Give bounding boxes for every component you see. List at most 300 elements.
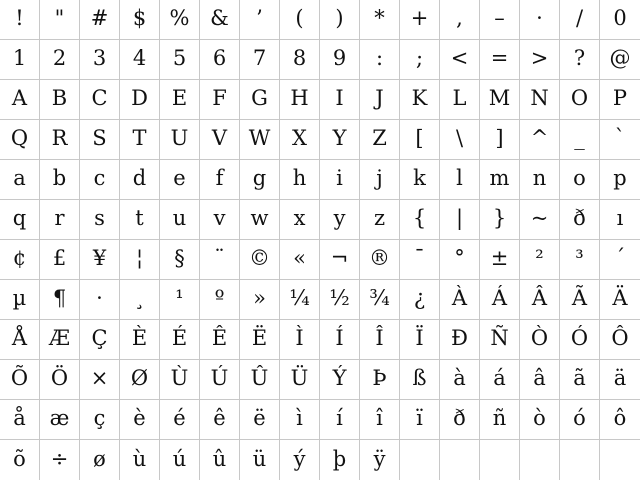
glyph-cell[interactable] xyxy=(160,160,200,200)
glyph-cell[interactable] xyxy=(360,120,400,160)
glyph: ı xyxy=(616,206,624,230)
glyph: R xyxy=(51,126,68,150)
glyph-cell[interactable] xyxy=(40,200,80,240)
glyph: ì xyxy=(296,406,303,430)
glyph: · xyxy=(536,6,543,30)
glyph-cell[interactable] xyxy=(360,240,400,280)
glyph-cell[interactable] xyxy=(0,200,40,240)
glyph-cell[interactable] xyxy=(0,160,40,200)
glyph: d xyxy=(132,166,147,190)
glyph-cell[interactable] xyxy=(440,200,480,240)
glyph-cell[interactable] xyxy=(80,360,120,400)
glyph: Â xyxy=(531,286,548,310)
glyph-cell[interactable] xyxy=(200,160,240,200)
glyph-cell[interactable] xyxy=(280,40,320,80)
glyph-cell[interactable] xyxy=(440,80,480,120)
glyph: × xyxy=(90,366,109,390)
glyph-cell[interactable] xyxy=(40,80,80,120)
glyph-cell[interactable] xyxy=(80,200,120,240)
glyph: M xyxy=(488,86,511,110)
glyph: c xyxy=(93,166,106,190)
glyph-cell[interactable] xyxy=(360,320,400,360)
glyph-cell[interactable] xyxy=(120,440,160,480)
glyph-cell[interactable] xyxy=(480,360,520,400)
glyph: 0 xyxy=(613,6,627,30)
glyph-cell[interactable] xyxy=(40,280,80,320)
glyph-cell[interactable] xyxy=(360,400,400,440)
glyph-cell[interactable] xyxy=(360,360,400,400)
glyph: ã xyxy=(573,366,586,390)
glyph: ¾ xyxy=(369,286,390,310)
glyph-cell[interactable] xyxy=(520,0,560,40)
glyph: § xyxy=(174,246,185,270)
glyph-cell[interactable] xyxy=(480,80,520,120)
glyph-cell[interactable] xyxy=(320,120,360,160)
glyph: Ç xyxy=(91,326,108,350)
glyph: ç xyxy=(93,406,106,430)
glyph: ¿ xyxy=(413,286,426,310)
glyph-cell[interactable] xyxy=(520,120,560,160)
glyph-cell[interactable] xyxy=(120,80,160,120)
glyph: E xyxy=(171,86,188,110)
glyph-cell[interactable] xyxy=(520,80,560,120)
glyph-cell[interactable] xyxy=(80,240,120,280)
glyph-cell[interactable] xyxy=(160,400,200,440)
glyph: â xyxy=(533,366,546,390)
glyph-cell[interactable] xyxy=(320,320,360,360)
glyph: O xyxy=(570,86,589,110)
glyph-cell[interactable] xyxy=(40,0,80,40)
glyph-cell[interactable] xyxy=(120,280,160,320)
glyph-cell[interactable] xyxy=(120,320,160,360)
glyph-cell[interactable] xyxy=(80,40,120,80)
glyph-cell[interactable] xyxy=(600,280,640,320)
glyph: ¥ xyxy=(92,246,107,270)
glyph-cell[interactable] xyxy=(120,120,160,160)
glyph: 7 xyxy=(252,46,267,70)
glyph-cell[interactable] xyxy=(600,320,640,360)
glyph-cell[interactable] xyxy=(600,400,640,440)
glyph-cell[interactable] xyxy=(160,240,200,280)
glyph-cell[interactable] xyxy=(280,200,320,240)
glyph-cell[interactable] xyxy=(600,160,640,200)
glyph: s xyxy=(94,206,105,230)
glyph-cell[interactable] xyxy=(320,80,360,120)
glyph-cell[interactable] xyxy=(320,280,360,320)
glyph-cell[interactable] xyxy=(360,280,400,320)
glyph-cell[interactable] xyxy=(240,240,280,280)
glyph-cell[interactable] xyxy=(160,40,200,80)
glyph-cell[interactable] xyxy=(440,400,480,440)
glyph-cell[interactable] xyxy=(600,200,640,240)
glyph-cell[interactable] xyxy=(160,360,200,400)
glyph-cell[interactable] xyxy=(280,400,320,440)
glyph-cell[interactable] xyxy=(520,320,560,360)
glyph: P xyxy=(612,86,628,110)
glyph-cell[interactable] xyxy=(120,200,160,240)
glyph-cell[interactable] xyxy=(360,200,400,240)
glyph-cell[interactable] xyxy=(400,440,440,480)
glyph-cell[interactable] xyxy=(400,280,440,320)
glyph-cell[interactable] xyxy=(440,160,480,200)
glyph-cell[interactable] xyxy=(560,40,600,80)
glyph-cell[interactable] xyxy=(200,40,240,80)
glyph-cell[interactable] xyxy=(560,320,600,360)
glyph-cell[interactable] xyxy=(440,280,480,320)
glyph: º xyxy=(214,286,225,310)
glyph-cell[interactable] xyxy=(240,200,280,240)
glyph-cell[interactable] xyxy=(200,400,240,440)
glyph: Å xyxy=(11,326,28,350)
glyph: / xyxy=(575,6,584,30)
glyph-cell[interactable] xyxy=(200,240,240,280)
glyph: L xyxy=(452,86,467,110)
glyph: Õ xyxy=(10,366,29,390)
glyph-cell[interactable] xyxy=(0,0,40,40)
glyph: i xyxy=(336,166,343,190)
glyph-cell[interactable] xyxy=(400,200,440,240)
glyph: F xyxy=(212,86,227,110)
glyph: j xyxy=(376,166,383,190)
glyph-cell[interactable] xyxy=(240,40,280,80)
glyph: £ xyxy=(52,246,67,270)
glyph-cell[interactable] xyxy=(120,40,160,80)
glyph: È xyxy=(131,326,148,350)
glyph: A xyxy=(11,86,28,110)
glyph-cell[interactable] xyxy=(360,160,400,200)
glyph-cell[interactable] xyxy=(40,440,80,480)
glyph-cell[interactable] xyxy=(240,160,280,200)
glyph-cell[interactable] xyxy=(480,240,520,280)
glyph: å xyxy=(13,406,26,430)
glyph-cell[interactable] xyxy=(40,160,80,200)
glyph-cell[interactable] xyxy=(400,80,440,120)
glyph: ð xyxy=(453,406,466,430)
glyph: T xyxy=(132,126,147,150)
glyph-cell[interactable] xyxy=(0,280,40,320)
glyph: ] xyxy=(495,126,504,150)
glyph-cell[interactable] xyxy=(200,440,240,480)
glyph-cell[interactable] xyxy=(80,80,120,120)
glyph-cell[interactable] xyxy=(200,360,240,400)
glyph-cell[interactable] xyxy=(560,0,600,40)
glyph: – xyxy=(494,6,505,30)
glyph-cell[interactable] xyxy=(0,400,40,440)
glyph: ) xyxy=(335,6,344,30)
glyph-cell[interactable] xyxy=(200,200,240,240)
glyph: I xyxy=(335,86,344,110)
glyph-cell[interactable] xyxy=(280,440,320,480)
glyph: @ xyxy=(609,46,631,70)
glyph-cell[interactable] xyxy=(0,80,40,120)
glyph: b xyxy=(52,166,67,190)
glyph-cell[interactable] xyxy=(520,360,560,400)
glyph: f xyxy=(215,166,224,190)
glyph-cell[interactable] xyxy=(440,120,480,160)
glyph: ¹ xyxy=(175,286,184,310)
glyph-cell[interactable] xyxy=(280,280,320,320)
glyph-cell[interactable] xyxy=(400,400,440,440)
glyph-cell[interactable] xyxy=(480,440,520,480)
glyph-cell[interactable] xyxy=(400,240,440,280)
glyph-cell[interactable] xyxy=(280,0,320,40)
glyph: U xyxy=(170,126,189,150)
glyph-cell[interactable] xyxy=(160,80,200,120)
glyph-cell[interactable] xyxy=(600,120,640,160)
glyph-cell[interactable] xyxy=(280,240,320,280)
glyph: Ù xyxy=(170,366,189,390)
glyph-cell[interactable] xyxy=(200,80,240,120)
glyph-cell[interactable] xyxy=(480,40,520,80)
glyph-cell[interactable] xyxy=(560,240,600,280)
glyph: ¢ xyxy=(12,246,27,270)
glyph-cell[interactable] xyxy=(480,280,520,320)
glyph: Þ xyxy=(372,366,387,390)
glyph-cell[interactable] xyxy=(520,440,560,480)
glyph: # xyxy=(90,6,109,30)
glyph: ± xyxy=(490,246,509,270)
glyph-cell[interactable] xyxy=(360,80,400,120)
glyph: D xyxy=(131,86,148,110)
glyph-cell[interactable] xyxy=(560,120,600,160)
glyph: 1 xyxy=(12,46,27,70)
glyph: æ xyxy=(49,406,70,430)
glyph: ï xyxy=(416,406,423,430)
glyph: Æ xyxy=(48,326,71,350)
glyph-cell[interactable] xyxy=(40,120,80,160)
glyph-cell[interactable] xyxy=(240,400,280,440)
glyph-cell[interactable] xyxy=(600,80,640,120)
glyph-cell[interactable] xyxy=(120,0,160,40)
glyph: h xyxy=(292,166,307,190)
glyph-cell[interactable] xyxy=(560,80,600,120)
glyph: u xyxy=(172,206,187,230)
glyph-cell[interactable] xyxy=(120,400,160,440)
glyph-cell[interactable] xyxy=(240,440,280,480)
glyph: ² xyxy=(535,246,544,270)
glyph: » xyxy=(253,286,266,310)
glyph: K xyxy=(411,86,428,110)
glyph: x xyxy=(293,206,306,230)
glyph-cell[interactable] xyxy=(0,240,40,280)
glyph-cell[interactable] xyxy=(520,400,560,440)
glyph: · xyxy=(96,286,103,310)
glyph-cell[interactable] xyxy=(440,0,480,40)
glyph-cell[interactable] xyxy=(440,360,480,400)
glyph: y xyxy=(333,206,346,230)
glyph-cell[interactable] xyxy=(160,440,200,480)
glyph-cell[interactable] xyxy=(560,400,600,440)
glyph-cell[interactable] xyxy=(440,320,480,360)
glyph-cell[interactable] xyxy=(240,120,280,160)
glyph: k xyxy=(413,166,426,190)
glyph-cell[interactable] xyxy=(520,240,560,280)
glyph-cell[interactable] xyxy=(80,280,120,320)
glyph: Ò xyxy=(530,326,549,350)
glyph-cell[interactable] xyxy=(200,320,240,360)
glyph-cell[interactable] xyxy=(80,120,120,160)
glyph-cell[interactable] xyxy=(0,40,40,80)
glyph-cell[interactable] xyxy=(40,400,80,440)
glyph-cell[interactable] xyxy=(320,240,360,280)
glyph: Ñ xyxy=(490,326,509,350)
glyph-cell[interactable] xyxy=(520,160,560,200)
glyph: , xyxy=(456,6,463,30)
glyph: W xyxy=(248,126,271,150)
glyph-cell[interactable] xyxy=(80,0,120,40)
glyph: û xyxy=(212,446,227,471)
glyph: Î xyxy=(375,326,384,350)
glyph: _ xyxy=(574,126,585,150)
glyph: ÿ xyxy=(373,446,386,471)
glyph-cell[interactable] xyxy=(240,360,280,400)
glyph-cell[interactable] xyxy=(480,160,520,200)
glyph-cell[interactable] xyxy=(560,360,600,400)
glyph-cell[interactable] xyxy=(320,40,360,80)
glyph-cell[interactable] xyxy=(320,400,360,440)
glyph: Ë xyxy=(251,326,268,350)
glyph: þ xyxy=(332,446,347,471)
glyph: ? xyxy=(573,46,586,70)
glyph: ’ xyxy=(256,6,263,30)
glyph-cell[interactable] xyxy=(320,200,360,240)
glyph-cell[interactable] xyxy=(80,440,120,480)
glyph: " xyxy=(54,6,65,30)
glyph-cell[interactable] xyxy=(440,40,480,80)
glyph-cell[interactable] xyxy=(280,120,320,160)
glyph-cell[interactable] xyxy=(160,320,200,360)
glyph: + xyxy=(410,6,429,30)
glyph: g xyxy=(252,166,267,190)
glyph: : xyxy=(375,46,384,70)
glyph-cell[interactable] xyxy=(280,320,320,360)
glyph: Ô xyxy=(611,326,629,350)
glyph-cell[interactable] xyxy=(80,160,120,200)
glyph-cell[interactable] xyxy=(360,0,400,40)
glyph-cell[interactable] xyxy=(480,200,520,240)
glyph-cell[interactable] xyxy=(520,40,560,80)
glyph-cell[interactable] xyxy=(160,200,200,240)
glyph-cell[interactable] xyxy=(400,40,440,80)
glyph: 2 xyxy=(52,46,67,70)
glyph-cell[interactable] xyxy=(480,400,520,440)
glyph: e xyxy=(173,166,186,190)
glyph-cell[interactable] xyxy=(520,200,560,240)
glyph-cell[interactable] xyxy=(280,360,320,400)
glyph-cell[interactable] xyxy=(40,240,80,280)
glyph-cell[interactable] xyxy=(200,120,240,160)
glyph-cell[interactable] xyxy=(400,0,440,40)
glyph: w xyxy=(250,206,269,230)
glyph: ê xyxy=(213,406,226,430)
glyph-cell[interactable] xyxy=(160,280,200,320)
glyph-cell[interactable] xyxy=(320,0,360,40)
glyph: J xyxy=(375,86,384,110)
glyph-cell[interactable] xyxy=(400,320,440,360)
glyph: © xyxy=(249,246,270,270)
glyph-cell[interactable] xyxy=(200,280,240,320)
glyph-cell[interactable] xyxy=(360,440,400,480)
glyph-cell[interactable] xyxy=(240,0,280,40)
glyph-cell[interactable] xyxy=(160,120,200,160)
glyph-cell[interactable] xyxy=(560,200,600,240)
glyph-cell[interactable] xyxy=(120,240,160,280)
glyph-cell[interactable] xyxy=(600,40,640,80)
glyph-cell[interactable] xyxy=(600,0,640,40)
glyph-cell[interactable] xyxy=(480,320,520,360)
glyph: Ö xyxy=(50,366,69,390)
glyph-cell[interactable] xyxy=(360,40,400,80)
glyph: = xyxy=(490,46,509,70)
glyph: z xyxy=(373,206,386,230)
glyph: n xyxy=(532,166,547,190)
glyph-cell[interactable] xyxy=(560,160,600,200)
glyph: ! xyxy=(15,6,24,30)
glyph-cell[interactable] xyxy=(80,320,120,360)
glyph-cell[interactable] xyxy=(40,40,80,80)
glyph: > xyxy=(530,46,549,70)
glyph: Ý xyxy=(332,366,347,390)
glyph-cell[interactable] xyxy=(120,360,160,400)
glyph-cell[interactable] xyxy=(480,120,520,160)
glyph-cell[interactable] xyxy=(440,240,480,280)
glyph-cell[interactable] xyxy=(400,360,440,400)
glyph-cell[interactable] xyxy=(560,280,600,320)
glyph: ^ xyxy=(530,126,549,150)
glyph-cell[interactable] xyxy=(320,160,360,200)
glyph: \ xyxy=(455,126,464,150)
glyph-cell[interactable] xyxy=(0,120,40,160)
glyph: ü xyxy=(252,446,267,471)
glyph-cell[interactable] xyxy=(480,0,520,40)
glyph-cell[interactable] xyxy=(120,160,160,200)
glyph-cell[interactable] xyxy=(240,80,280,120)
glyph-cell[interactable] xyxy=(440,440,480,480)
glyph-cell[interactable] xyxy=(280,160,320,200)
glyph-cell[interactable] xyxy=(400,120,440,160)
glyph: Y xyxy=(332,126,347,150)
glyph: Ú xyxy=(210,366,229,390)
glyph-cell[interactable] xyxy=(80,400,120,440)
glyph-cell[interactable] xyxy=(400,160,440,200)
glyph-cell[interactable] xyxy=(320,360,360,400)
glyph-cell[interactable] xyxy=(200,0,240,40)
glyph: 6 xyxy=(212,46,227,70)
glyph-cell[interactable] xyxy=(600,360,640,400)
glyph-cell[interactable] xyxy=(40,320,80,360)
glyph: ~ xyxy=(530,206,549,230)
glyph-cell[interactable] xyxy=(520,280,560,320)
glyph: V xyxy=(211,126,228,150)
glyph-cell[interactable] xyxy=(560,440,600,480)
glyph-cell[interactable] xyxy=(0,440,40,480)
glyph-cell[interactable] xyxy=(320,440,360,480)
glyph-cell[interactable] xyxy=(280,80,320,120)
glyph: * xyxy=(374,6,385,30)
glyph-cell[interactable] xyxy=(600,240,640,280)
glyph: ÷ xyxy=(50,446,69,471)
glyph-cell[interactable] xyxy=(0,360,40,400)
glyph-cell[interactable] xyxy=(600,440,640,480)
glyph-cell[interactable] xyxy=(240,280,280,320)
glyph: í xyxy=(336,406,343,430)
glyph-cell[interactable] xyxy=(240,320,280,360)
glyph-cell[interactable] xyxy=(40,360,80,400)
glyph-cell[interactable] xyxy=(160,0,200,40)
glyph: & xyxy=(210,6,229,30)
glyph: ñ xyxy=(492,406,507,430)
glyph-cell[interactable] xyxy=(0,320,40,360)
